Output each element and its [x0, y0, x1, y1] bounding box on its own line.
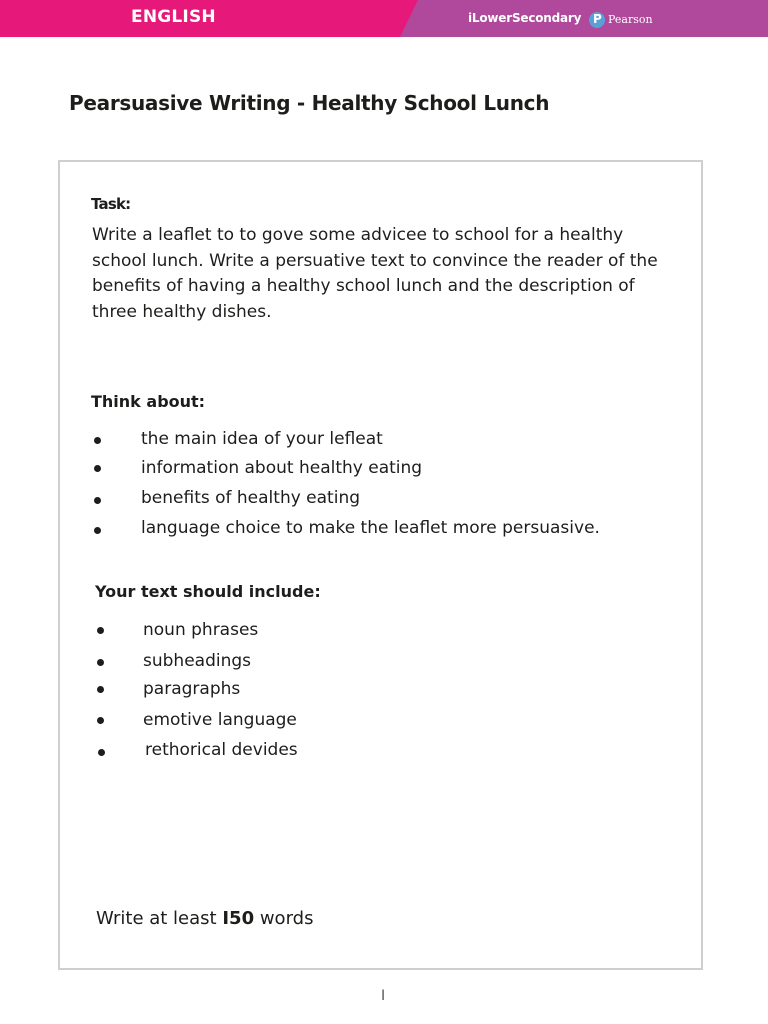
word-count-prefix: Write at least — [96, 908, 217, 929]
page-header — [0, 0, 768, 37]
header-purple-band — [400, 0, 768, 37]
list-item: the main idea of your lefleat — [141, 429, 383, 449]
bullet-icon — [94, 465, 101, 472]
publisher-name: Pearson — [608, 13, 653, 26]
bullet-icon — [97, 686, 104, 693]
task-label: Task: — [91, 195, 131, 213]
include-label: Your text should include: — [95, 582, 321, 601]
bullet-icon — [97, 717, 104, 724]
bullet-icon — [98, 749, 105, 756]
think-about-label: Think about: — [91, 392, 206, 411]
bullet-icon — [94, 497, 101, 504]
list-item: paragraphs — [143, 679, 241, 699]
bullet-icon — [97, 627, 104, 634]
list-item: rethorical devides — [145, 740, 298, 760]
page-number: I — [381, 988, 386, 1004]
task-text: Write a leaflet to to gove some advicee to school for a healthy school lunch. Write a persuative text to convince the reader of the benefits of having a healthy school lunch and the description of three healthy dishes. — [92, 225, 658, 322]
list-item: information about healthy eating — [141, 458, 423, 478]
list-item: language choice to make the leaflet more persuasive. — [141, 518, 600, 538]
list-item: emotive language — [143, 710, 297, 730]
word-count-instruction — [96, 908, 313, 929]
list-item: subheadings — [143, 651, 252, 671]
word-count-number: I50 — [222, 908, 255, 929]
pearson-logo-glyph: P — [593, 12, 602, 26]
list-item: noun phrases — [143, 620, 259, 640]
bullet-icon — [94, 527, 101, 534]
bullet-icon — [97, 659, 104, 666]
list-item: benefits of healthy eating — [141, 488, 361, 508]
brand-name: iLowerSecondary — [468, 11, 582, 25]
bullet-icon — [94, 437, 101, 444]
pearson-logo-icon — [589, 12, 605, 28]
subject-label: ENGLISH — [131, 7, 216, 27]
page-title: Pearsuasive Writing - Healthy School Lunch — [69, 91, 550, 115]
word-count-suffix: words — [259, 908, 314, 929]
